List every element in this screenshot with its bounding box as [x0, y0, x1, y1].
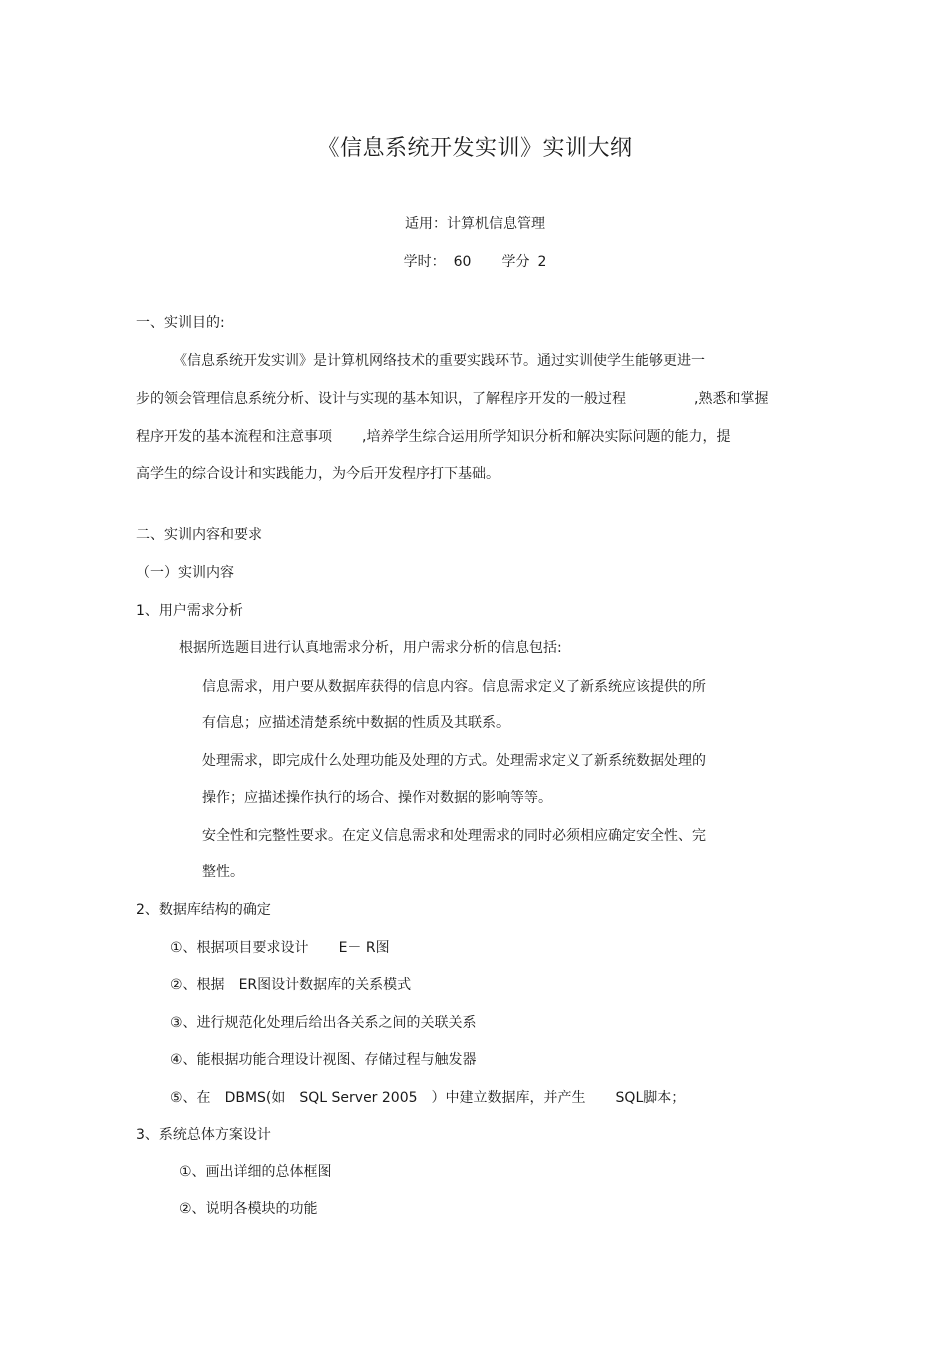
item1-p2-line2: 操作；应描述操作执行的场合、操作对数据的影响等等。 [202, 790, 552, 806]
item2-step5-e: SQL脚本； [615, 1090, 686, 1106]
item2-step2-text: ②、根据 [170, 977, 225, 993]
item3-step1: ①、画出详细的总体框图 [179, 1164, 332, 1180]
hours-value: 60 [453, 254, 472, 270]
credits-label: 学分 [501, 254, 530, 270]
item3-step2: ②、说明各模块的功能 [179, 1201, 318, 1217]
section1-para-line3b: ,培养学生综合运用所学知识分析和解决实际问题的能力，提 [362, 429, 731, 445]
item2-heading: 2、数据库结构的确定 [136, 902, 271, 918]
item1-p3-line2: 整性。 [202, 864, 244, 880]
item2-step1 [170, 938, 390, 958]
item2-step2 [170, 975, 411, 995]
item2-step2-er: ER图设计数据库的关系模式 [238, 977, 412, 993]
document-title: 《信息系统开发实训》实训大纲 [317, 136, 633, 161]
section1-para-line3 [136, 427, 730, 447]
section1-heading: 一、实训目的: [136, 315, 225, 331]
section1-para-line2a: 步的领会管理信息系统分析、设计与实现的基本知识，了解程序开发的一般过程 [136, 391, 626, 407]
credits-value: 2 [537, 254, 547, 270]
section1-para-line3a: 程序开发的基本流程和注意事项 [136, 429, 332, 445]
item2-step5-a: ⑤、在 [170, 1090, 211, 1106]
item2-step5-c: SQL Server 2005 [299, 1090, 418, 1106]
item1-intro: 根据所选题目进行认真地需求分析，用户需求分析的信息包括: [179, 640, 562, 656]
section1-para-line2b: ,熟悉和掌握 [694, 391, 769, 407]
applicable-line: 适用：计算机信息管理 [405, 216, 545, 232]
section1-para-line4: 高学生的综合设计和实践能力，为今后开发程序打下基础。 [136, 466, 500, 482]
section1-para-line2 [136, 389, 768, 409]
item2-step5-b: DBMS(如 [224, 1090, 286, 1106]
item1-p2-line1: 处理需求，即完成什么处理功能及处理的方式。处理需求定义了新系统数据处理的 [202, 753, 706, 769]
item2-step3: ③、进行规范化处理后给出各关系之间的关联关系 [170, 1015, 477, 1031]
section1-para-line1: 《信息系统开发实训》是计算机网络技术的重要实践环节。通过实训使学生能够更进一 [173, 353, 705, 369]
item2-step1-er: E－ R图 [338, 940, 390, 956]
hours-label: 学时： [403, 254, 446, 270]
item2-step5-d: ）中建立数据库，并产生 [431, 1090, 586, 1106]
item1-p1-line2: 有信息；应描述清楚系统中数据的性质及其联系。 [202, 715, 510, 731]
section2-heading: 二、实训内容和要求 [136, 527, 262, 543]
item2-step5 [170, 1088, 685, 1108]
item2-step4: ④、能根据功能合理设计视图、存储过程与触发器 [170, 1052, 477, 1068]
item1-heading: 1、用户需求分析 [136, 603, 243, 619]
section2-sub1: （一）实训内容 [136, 565, 234, 581]
item1-p1-line1: 信息需求，用户要从数据库获得的信息内容。信息需求定义了新系统应该提供的所 [202, 679, 706, 695]
hours-credits-line [0, 252, 950, 272]
item1-p3-line1: 安全性和完整性要求。在定义信息需求和处理需求的同时必须相应确定安全性、完 [202, 828, 706, 844]
item2-step1-text: ①、根据项目要求设计 [170, 940, 309, 956]
item3-heading: 3、系统总体方案设计 [136, 1127, 271, 1143]
